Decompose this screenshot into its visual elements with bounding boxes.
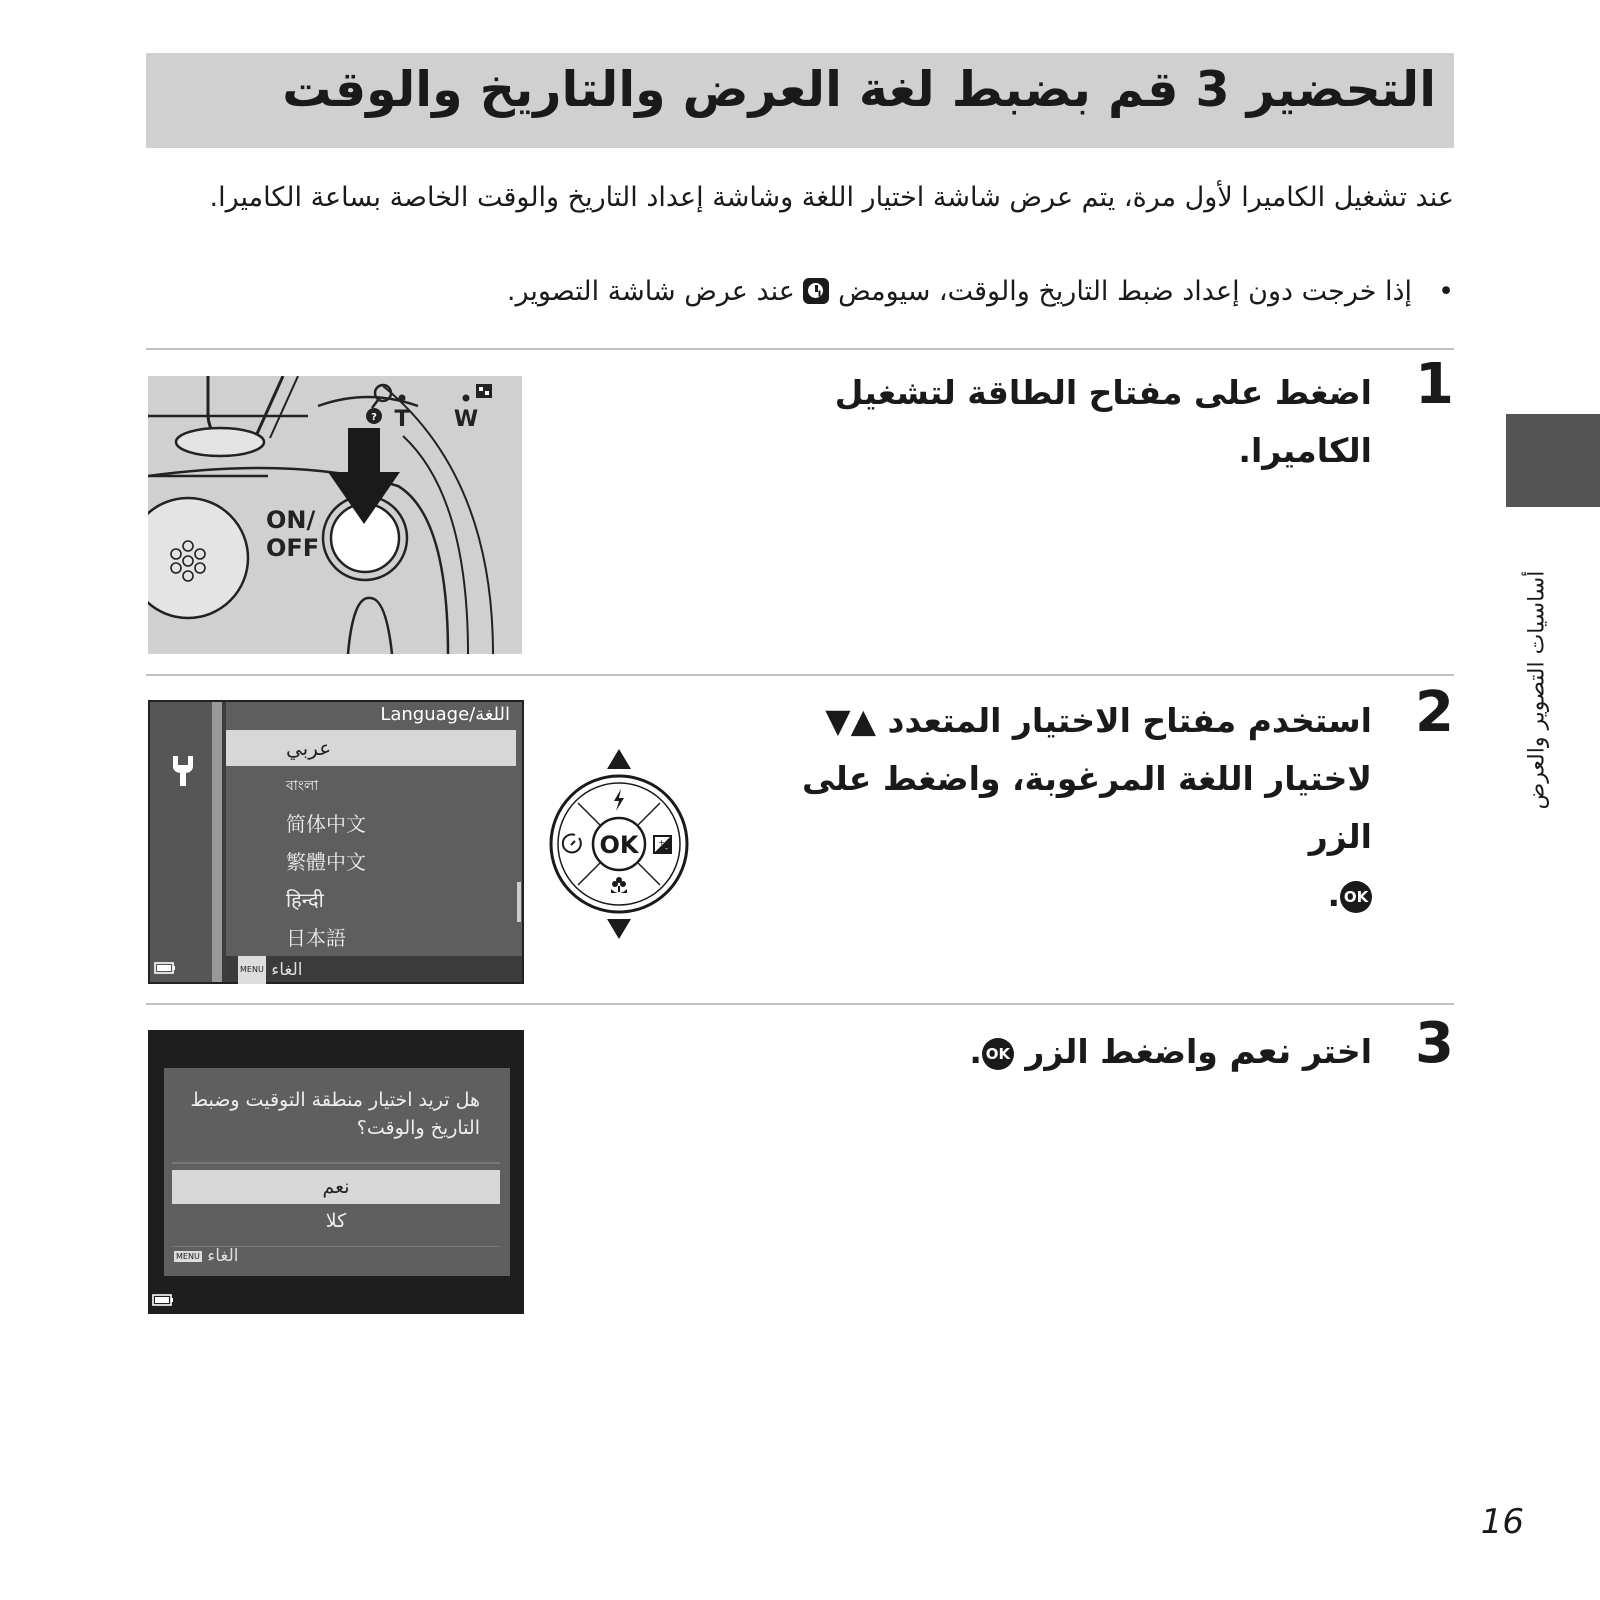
language-item-japanese[interactable]: 日本語 — [286, 926, 346, 950]
language-item-hindi[interactable]: हिन्दी — [286, 888, 324, 912]
step-2-text-after: لاختيار اللغة المرغوبة، واضغط على الزر — [801, 759, 1372, 856]
menu-icon: MENU — [176, 1251, 200, 1261]
bullet-text-before: إذا خرجت دون إعداد ضبط التاريخ والوقت، سيومض — [838, 276, 1413, 307]
note-bullet — [154, 276, 1454, 307]
dialog-question: هل تريد اختيار منطقة التوقيت وضبط التاريخ والوقت؟ — [190, 1089, 480, 1139]
ok-button-icon: OK — [1340, 881, 1372, 913]
timezone-confirm-screen — [148, 1030, 524, 1314]
ok-center-label: OK — [599, 831, 639, 859]
dialog-footer — [174, 1246, 238, 1266]
down-arrow-icon — [607, 919, 631, 939]
section-tab-marker — [1506, 414, 1600, 507]
step-3-number: 3 — [1415, 1011, 1454, 1076]
language-screen — [148, 700, 524, 984]
bullet-dot: • — [1438, 276, 1454, 307]
language-item-traditional-chinese[interactable]: 繁體中文 — [286, 850, 366, 874]
cancel-label[interactable]: الغاء — [271, 960, 303, 980]
title-bar — [146, 53, 1454, 148]
step-3-text-after: واضغط الزر — [1025, 1032, 1218, 1071]
clock-icon — [803, 278, 829, 304]
zoom-t-label: T — [394, 407, 410, 432]
step-3-yes-word: نعم — [1229, 1031, 1292, 1072]
dialog-divider — [172, 1162, 500, 1164]
page-title: التحضير 3 قم بضبط لغة العرض والتاريخ والوقت — [282, 61, 1436, 118]
language-footer — [226, 956, 522, 982]
section-tab-text: أساسيات التصوير والعرض — [1524, 570, 1550, 810]
step-3-text — [732, 1023, 1372, 1081]
confirm-dialog — [164, 1068, 510, 1276]
up-down-arrows: ▲▼ — [825, 701, 877, 740]
setup-sidebar — [150, 702, 218, 982]
language-header: Language/اللغة — [380, 704, 510, 725]
battery-icon — [152, 1294, 174, 1306]
step-2-end: . — [1327, 875, 1340, 914]
step-3-end: . — [969, 1032, 982, 1071]
power-label-line1: ON/ — [266, 506, 316, 534]
svg-text:-: - — [665, 844, 668, 853]
no-option[interactable]: كلا — [325, 1210, 347, 1232]
ok-button-icon: OK — [982, 1038, 1014, 1070]
section-tab-label — [1512, 530, 1562, 850]
battery-icon — [154, 962, 176, 974]
step-1-text: اضغط على مفتاح الطاقة لتشغيل الكاميرا. — [834, 373, 1372, 470]
step-2-text — [732, 692, 1372, 924]
divider — [146, 1003, 1454, 1005]
step-1-number: 1 — [1415, 352, 1454, 417]
language-item-simplified-chinese[interactable]: 简体中文 — [286, 812, 366, 836]
menu-icon: MENU — [238, 956, 266, 984]
language-list — [226, 702, 522, 982]
language-item-bangla[interactable]: বাংলা — [286, 778, 319, 794]
sidebar-divider — [212, 702, 222, 982]
power-label-line2: OFF — [266, 534, 320, 562]
yes-option[interactable]: نعم — [172, 1170, 500, 1204]
step-2-text-before: استخدم مفتاح الاختيار المتعدد — [887, 701, 1372, 740]
step-3-text-before: اختر — [1302, 1032, 1372, 1071]
svg-text:?: ? — [371, 412, 377, 423]
page-number: 16 — [1480, 1502, 1524, 1542]
wrench-icon — [168, 754, 198, 788]
divider — [146, 674, 1454, 676]
step-2-number: 2 — [1415, 680, 1454, 745]
bullet-text-after: عند عرض شاشة التصوير. — [506, 276, 795, 307]
camera-power-illustration — [148, 376, 522, 654]
divider — [146, 348, 1454, 350]
cancel-label[interactable]: الغاء — [207, 1246, 239, 1266]
multi-selector-illustration — [548, 745, 690, 943]
intro-paragraph: عند تشغيل الكاميرا لأول مرة، يتم عرض شاشة اختيار اللغة وشاشة إعداد التاريخ والوقت الخاصة بساعة الكاميرا. — [209, 182, 1454, 213]
zoom-w-label: W — [453, 407, 479, 432]
up-arrow-icon — [607, 749, 631, 769]
svg-text:+: + — [658, 838, 665, 847]
scrollbar[interactable] — [517, 882, 521, 922]
language-item-arabic[interactable]: عربي — [226, 730, 516, 766]
